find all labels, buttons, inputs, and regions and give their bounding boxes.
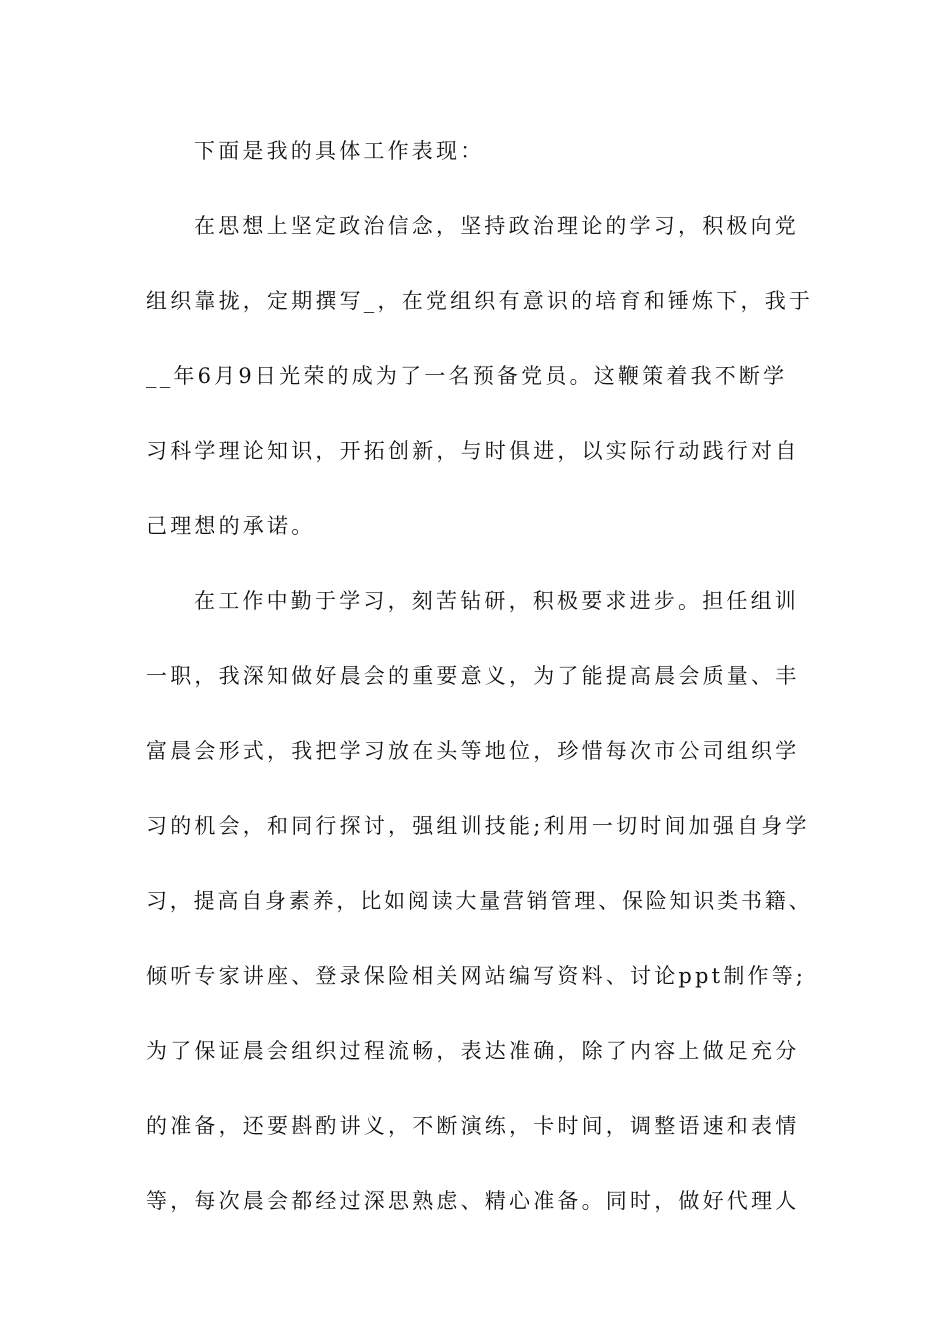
text-line: 己理想的承诺。	[146, 514, 316, 538]
text-line: 一职，我深知做好晨会的重要意义，为了能提高晨会质量、丰	[146, 664, 800, 688]
text-line: 富晨会形式，我把学习放在头等地位，珍惜每次市公司组织学	[146, 739, 800, 763]
text-line: 在工作中勤于学习，刻苦钻研，积极要求进步。担任组训	[194, 589, 799, 613]
text-line: 组织靠拢，定期撰写_，在党组织有意识的培育和锤炼下，我于	[146, 289, 814, 313]
document-body	[146, 126, 816, 1251]
text-line: 倾听专家讲座、登录保险相关网站编写资料、讨论ppt制作等;	[146, 964, 807, 988]
text-line: 等，每次晨会都经过深思熟虑、精心准备。同时，做好代理人	[146, 1189, 800, 1213]
text-line: 为了保证晨会组织过程流畅，表达准确，除了内容上做足充分	[146, 1039, 800, 1063]
text-line: 下面是我的具体工作表现：	[194, 139, 485, 163]
text-line: 的准备，还要斟酌讲义，不断演练，卡时间，调整语速和表情	[146, 1114, 800, 1138]
text-line: 习科学理论知识，开拓创新，与时俱进，以实际行动践行对自	[146, 439, 800, 463]
text-line: 习，提高自身素养，比如阅读大量营销管理、保险知识类书籍、	[146, 889, 813, 913]
text-line: 在思想上坚定政治信念，坚持政治理论的学习，积极向党	[194, 214, 799, 238]
text-line: 习的机会，和同行探讨，强组训技能;利用一切时间加强自身学	[146, 814, 810, 838]
text-line: __年6月9日光荣的成为了一名预备党员。这鞭策着我不断学	[146, 364, 788, 388]
